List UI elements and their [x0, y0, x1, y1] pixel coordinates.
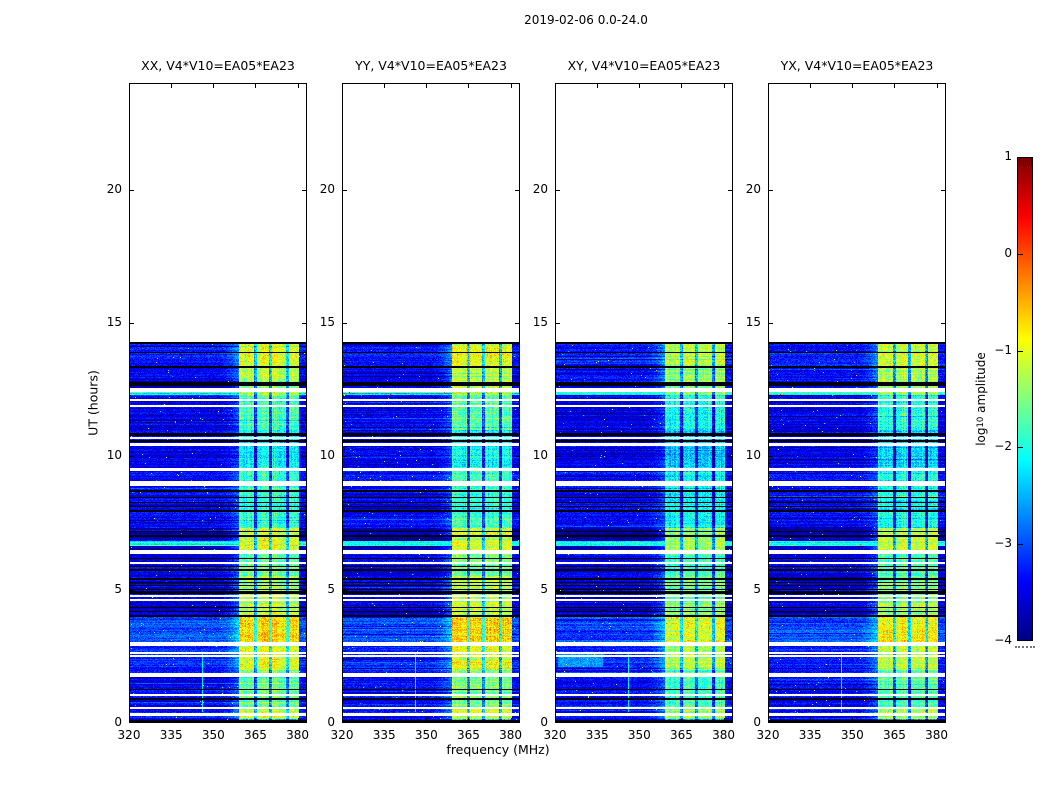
figure-title: 2019-02-06 0.0-24.0 — [524, 13, 648, 27]
panel-title-xx: XX, V4*V10=EA05*EA23 — [141, 58, 295, 73]
x-axis-tick-label: 335 — [159, 728, 183, 742]
x-axis-tick-label: 365 — [882, 728, 906, 742]
colorbar-end-dots — [1015, 646, 1035, 648]
x-axis-tick-label: 350 — [840, 728, 864, 742]
x-axis-tick-label: 380 — [499, 728, 523, 742]
x-axis-label: frequency (MHz) — [446, 742, 550, 757]
x-axis-tick-label: 335 — [585, 728, 609, 742]
x-axis-tick-label: 380 — [712, 728, 736, 742]
x-axis-tick-label: 365 — [456, 728, 480, 742]
y-axis-tick-label: 15 — [319, 315, 335, 329]
x-axis-tick-label: 320 — [117, 728, 141, 742]
heatmap-canvas-yy — [342, 83, 520, 723]
y-axis-tick-label: 20 — [106, 181, 122, 196]
heatmap-canvas-xx — [129, 83, 307, 723]
heatmap-canvas-xy — [555, 83, 733, 723]
y-axis-tick-label: 10 — [745, 448, 761, 463]
x-axis-tick-label: 320 — [330, 728, 354, 742]
x-axis-tick-label: 380 — [286, 728, 310, 742]
y-axis-tick-label: 15 — [106, 315, 122, 329]
colorbar-tick-label: −3 — [994, 536, 1012, 551]
x-axis-tick-label: 365 — [669, 728, 693, 742]
colorbar-tick-label: 0 — [1004, 245, 1012, 260]
y-axis-tick-label: 10 — [532, 448, 548, 463]
x-axis-tick-label: 335 — [798, 728, 822, 742]
x-axis-tick-label: 335 — [372, 728, 396, 742]
colorbar-tick-label: −4 — [994, 633, 1012, 647]
colorbar-tick-label: −1 — [994, 342, 1012, 357]
x-axis-tick-label: 365 — [243, 728, 267, 742]
y-axis-tick-label: 10 — [319, 448, 335, 463]
heatmap-canvas-yx — [768, 83, 946, 723]
y-axis-label: UT (hours) — [85, 370, 101, 436]
y-axis-tick-label: 20 — [745, 181, 761, 196]
colorbar — [1017, 157, 1033, 641]
y-axis-tick-label: 5 — [114, 581, 122, 596]
y-axis-tick-label: 20 — [532, 181, 548, 196]
x-axis-tick-label: 320 — [756, 728, 780, 742]
colorbar-tick-label: 1 — [1004, 149, 1012, 163]
y-axis-tick-label: 15 — [745, 315, 761, 329]
x-axis-tick-label: 380 — [925, 728, 949, 742]
y-axis-tick-label: 0 — [114, 715, 122, 729]
x-axis-tick-label: 320 — [543, 728, 567, 742]
colorbar-label: log10 amplitude — [974, 352, 988, 446]
y-axis-tick-label: 10 — [106, 448, 122, 463]
colorbar-tick-label: −2 — [994, 439, 1012, 454]
panel-title-yx: YX, V4*V10=EA05*EA23 — [780, 58, 934, 73]
y-axis-tick-label: 5 — [753, 581, 761, 596]
panel-title-xy: XY, V4*V10=EA05*EA23 — [567, 58, 721, 73]
y-axis-tick-label: 5 — [540, 581, 548, 596]
y-axis-tick-label: 15 — [532, 315, 548, 329]
y-axis-tick-label: 20 — [319, 181, 335, 196]
panel-title-yy: YY, V4*V10=EA05*EA23 — [355, 58, 507, 73]
y-axis-tick-label: 0 — [753, 715, 761, 729]
x-axis-tick-label: 350 — [414, 728, 438, 742]
x-axis-tick-label: 350 — [201, 728, 225, 742]
y-axis-tick-label: 0 — [327, 715, 335, 729]
y-axis-tick-label: 0 — [540, 715, 548, 729]
y-axis-tick-label: 5 — [327, 581, 335, 596]
x-axis-tick-label: 350 — [627, 728, 651, 742]
